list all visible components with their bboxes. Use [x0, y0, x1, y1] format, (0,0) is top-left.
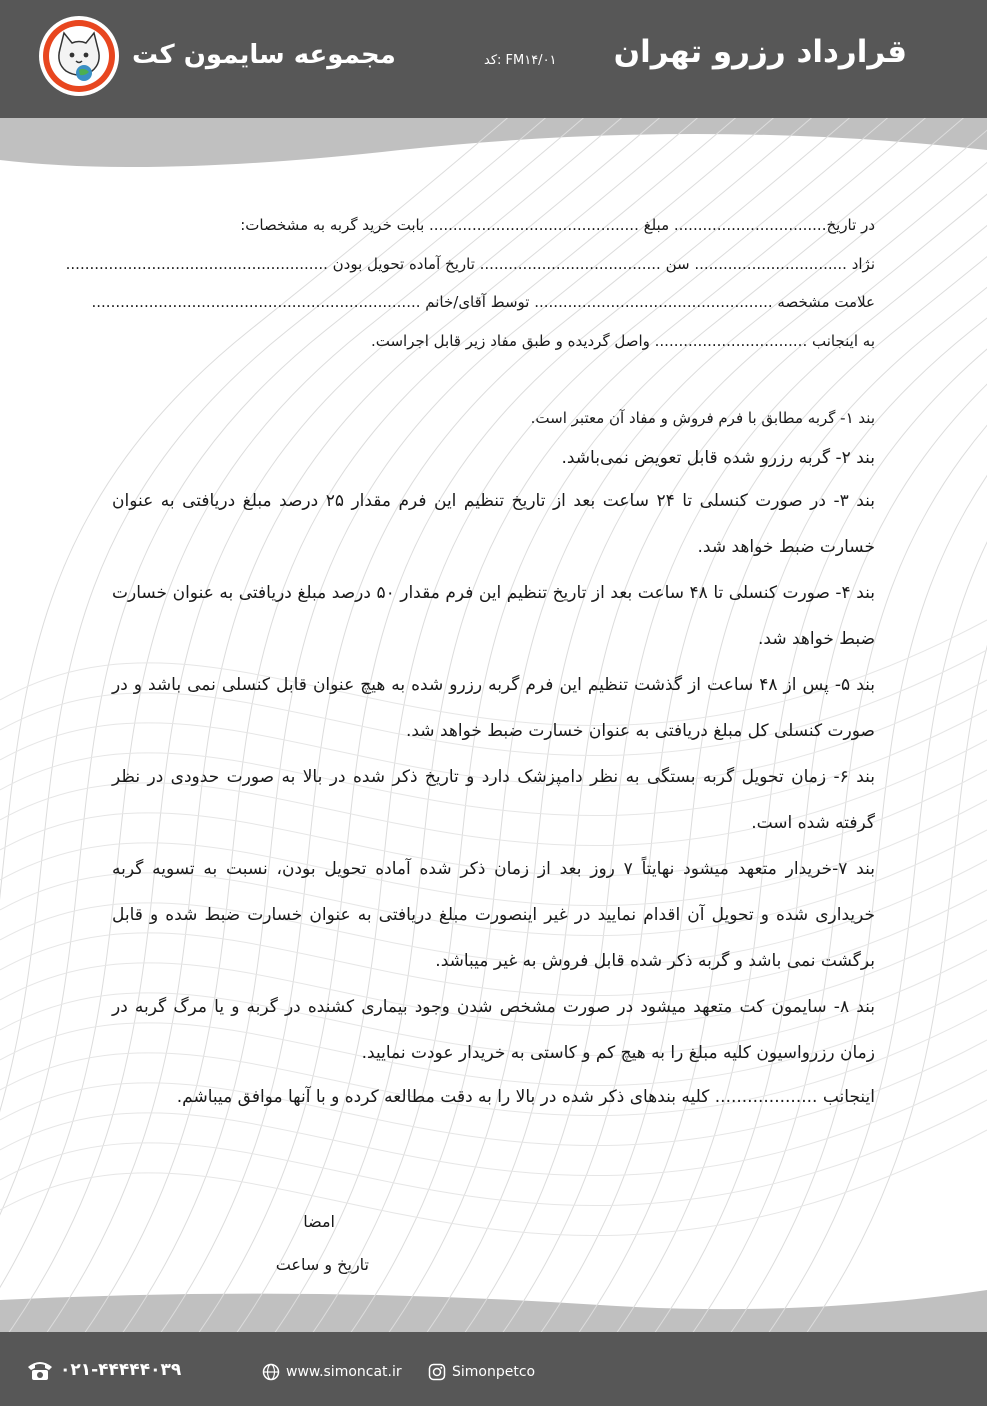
clause-6: بند ۶- زمان تحویل گربه بستگی به نظر دامپزشک دارد و تاریخ ذکر شده در بالا به صورت حدودی در نظر گرفته شده است. [112, 767, 875, 833]
clause-1: بند ۱- گربه مطابق با فرم فروش و مفاد آن معتبر است. [530, 409, 875, 427]
footer-instagram[interactable] [428, 1363, 535, 1381]
footer-website[interactable] [262, 1363, 402, 1381]
clause-7: بند ۷-خریدار متعهد میشود نهایتاً ۷ روز بعد از زمان ذکر شده آماده تحویل بودن، نسبت به تسویه گربه خریداری شده و تحویل آن اقدام نمایید در غیر اینصورت مبلغ دریافتی به عنوان خسارت ضبط شده و قابل برگشت نمی باشد و گربه ذکر شده قابل فروش به غیر میباشد. [112, 859, 875, 971]
cat-logo-icon [38, 15, 120, 97]
header-band [0, 0, 987, 118]
clause-5: بند ۵- پس از ۴۸ ساعت از گذشت تنظیم این فرم گربه رزرو شده به هیچ عنوان قابل کنسلی نمی باشد و در صورت کنسلی کل مبلغ دریافتی به عنوان خسارت ضبط خواهد شد. [112, 675, 875, 741]
phone-number: ۰۲۱-۴۴۴۴۴۰۳۹ [60, 1360, 182, 1380]
clauses-block [112, 398, 875, 1076]
instagram-handle: Simonpetco [452, 1364, 536, 1380]
telephone-icon [26, 1359, 54, 1381]
clause-3: بند ۳- در صورت کنسلی تا ۲۴ ساعت بعد از تاریخ تنظیم این فرم مقدار ۲۵ درصد مبلغ دریافتی به عنوان خسارت ضبط خواهد شد. [112, 491, 876, 557]
website-link: www.simoncat.ir [286, 1364, 402, 1380]
clause-8: بند ۸- سایمون کت متعهد میشود در صورت مشخص شدن وجود بیماری کشنده در گربه و یا مرگ گربه در زمان رزرواسیون کلیه مبلغ را به هیچ کم و کاستی به خریدار عودت نمایید. [112, 997, 875, 1063]
brand-name: مجموعه سایمون کت [132, 40, 396, 70]
field-line-recipient: به اینجانب ................................ واصل گردیده و طبق مفاد زیر قابل اجراست. [370, 332, 875, 350]
footer-phone[interactable] [26, 1359, 181, 1381]
instagram-icon [428, 1363, 446, 1381]
clause-4: بند ۴- صورت کنسلی تا ۴۸ ساعت بعد از تاریخ تنظیم این فرم مقدار ۵۰ درصد مبلغ دریافتی به عنوان خسارت ضبط خواهد شد. [112, 583, 875, 649]
globe-icon [262, 1363, 280, 1381]
form-code: کد: FM۱۴/۰۱ [484, 53, 557, 68]
signature-label: امضا [303, 1212, 335, 1231]
field-line-breed-age: نژاد ................................ سن ...................................... تاریخ آماده تحویل بودن ....................................................... [65, 255, 875, 273]
clause-2: بند ۲- گربه رزرو شده قابل تعویض نمی‌باشد. [561, 448, 875, 468]
document-title: قرارداد رزرو تهران [613, 34, 907, 70]
agreement-text: اینجانب ................... کلیه بندهای ذکر شده در بالا را به دقت مطالعه کرده و با آنها موافق میباشم. [176, 1087, 875, 1107]
field-line-date-amount: در تاریخ................................ مبلغ ............................................ بابت خرید گربه به مشخصات: [240, 216, 875, 234]
agreement-block [112, 1074, 875, 1120]
field-line-mark-by: علامت مشخصه .................................................. توسط آقای/خانم ..................................................................... [91, 293, 875, 311]
datetime-label: تاریخ و ساعت [275, 1255, 369, 1274]
